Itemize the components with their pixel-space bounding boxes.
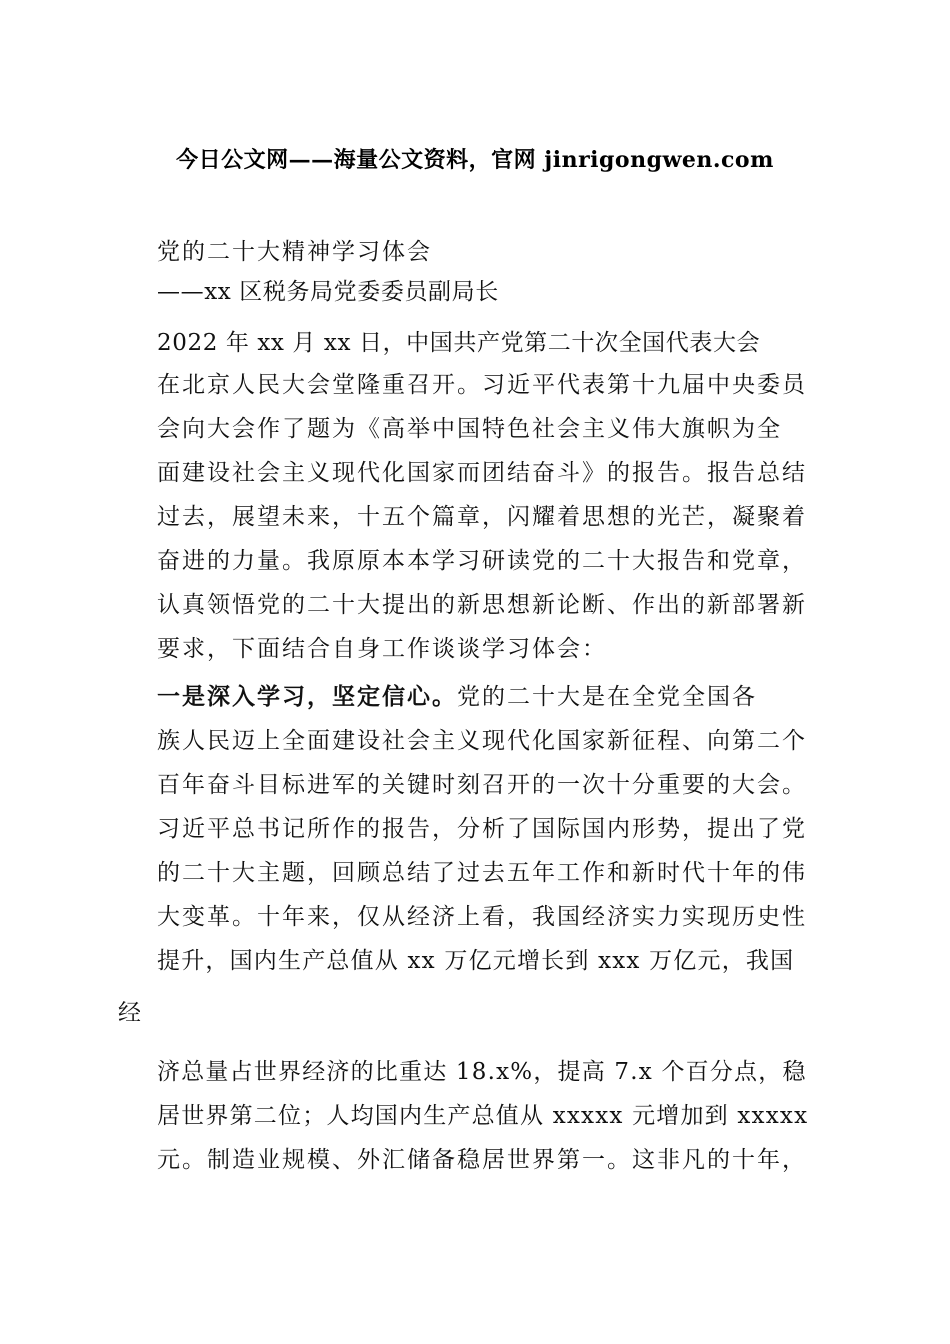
paragraph-line: 元。制造业规模、外汇储备稳居世界第一。这非凡的十年， — [157, 1147, 807, 1173]
paragraph-line: 济总量占世界经济的比重达 18.x%，提高 7.x 个百分点，稳 — [157, 1059, 807, 1085]
paragraph-line: 在北京人民大会堂隆重召开。习近平代表第十九届中央委员 — [157, 372, 807, 398]
paragraph-line: 要求，下面结合自身工作谈谈学习体会： — [157, 636, 607, 662]
paragraph-line: 的二十大主题，回顾总结了过去五年工作和新时代十年的伟 — [157, 860, 807, 886]
paragraph-line: 过去，展望未来，十五个篇章，闪耀着思想的光芒，凝聚着 — [157, 504, 807, 530]
author-line: ——xx 区税务局党委委员副局长 — [157, 279, 499, 305]
paragraph-line: 会向大会作了题为《高举中国特色社会主义伟大旗帜为全 — [157, 416, 782, 442]
site-header-title: 今日公文网——海量公文资料，官网 jinrigongwen.com — [176, 147, 774, 173]
paragraph-line: 奋进的力量。我原原本本学习研读党的二十大报告和党章， — [157, 548, 807, 574]
paragraph-line: 族人民迈上全面建设社会主义现代化国家新征程、向第二个 — [157, 728, 807, 754]
paragraph-line: 习近平总书记所作的报告，分析了国际国内形势，提出了党 — [157, 816, 807, 842]
paragraph-line: 大变革。十年来，仅从经济上看，我国经济实力实现历史性 — [157, 904, 807, 930]
paragraph-line: 认真领悟党的二十大提出的新思想新论断、作出的新部署新 — [157, 592, 807, 618]
paragraph-line: 面建设社会主义现代化国家而团结奋斗》的报告。报告总结 — [157, 460, 807, 486]
orphan-character: 经 — [118, 1000, 143, 1026]
section-heading: 一是深入学习，坚定信心。 — [157, 683, 457, 710]
document-title: 党的二十大精神学习体会 — [157, 239, 432, 265]
section-heading-rest: 党的二十大是在全党全国各 — [457, 684, 757, 710]
paragraph-line: 提升，国内生产总值从 xx 万亿元增长到 xxx 万亿元，我国 — [157, 948, 795, 974]
section-heading-line — [157, 677, 757, 717]
paragraph-line: 2022 年 xx 月 xx 日，中国共产党第二十次全国代表大会 — [157, 330, 761, 356]
paragraph-line: 百年奋斗目标进军的关键时刻召开的一次十分重要的大会。 — [157, 772, 807, 798]
paragraph-line: 居世界第二位；人均国内生产总值从 xxxxx 元增加到 xxxxx — [157, 1103, 809, 1129]
